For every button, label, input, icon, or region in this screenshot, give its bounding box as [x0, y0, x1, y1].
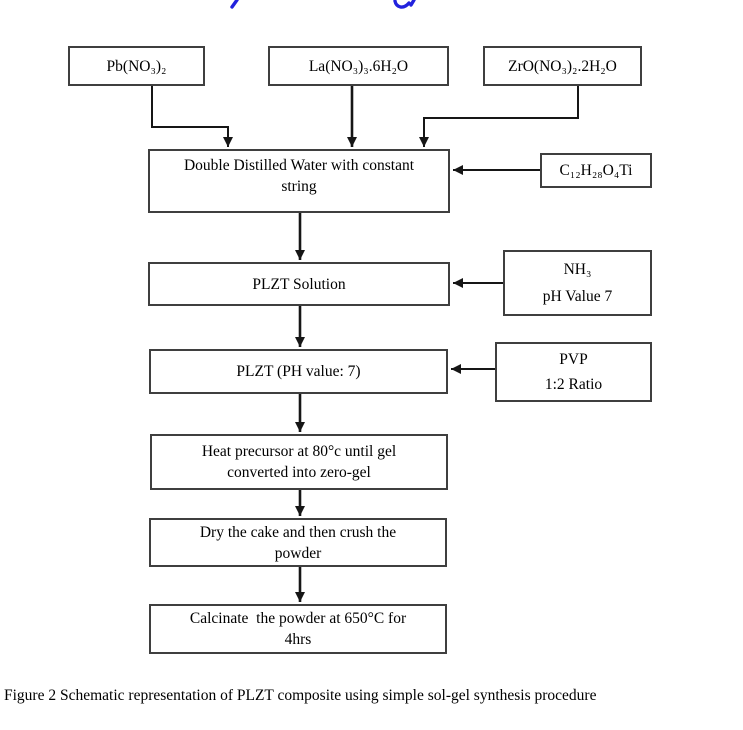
flow-box-la-nitrate [268, 46, 449, 86]
flow-box-label: Double Distilled Water with constant [183, 157, 415, 174]
flow-box-label: Heat precursor at 80°c until gel [201, 443, 397, 460]
flow-box-plzt-solution [148, 262, 450, 306]
flow-box-label: ZrO(NO₃)₂.2H₂O [508, 57, 617, 75]
flow-box-dry-crush [149, 518, 447, 567]
arrow-zro-to-water [424, 86, 578, 147]
flow-box-label: powder [274, 544, 322, 562]
flow-box-label: Pb(NO₃)₂ [106, 57, 167, 75]
flow-box-label: Dry the cake and then crush the [199, 523, 397, 541]
heading-descender-fragment [411, 0, 414, 5]
flow-box-label: PLZT (PH value: 7) [236, 363, 361, 380]
flow-box-label: 4hrs [284, 631, 312, 648]
flow-box-plzt-ph [149, 349, 448, 394]
figure-caption: Figure 2 Schematic representation of PLZT composite using simple sol-gel synthesis procedure [4, 687, 597, 704]
heading-descender-fragment [395, 1, 409, 7]
flow-box-zro-nitrate [483, 46, 642, 86]
flow-box-calcinate [149, 604, 447, 654]
flow-box-nh3 [503, 250, 652, 316]
flow-box-label: C₁₂H₂₈O₄Ti [559, 162, 633, 179]
flow-box-label: Calcinate the powder at 650°C for [189, 610, 407, 627]
flow-box-label: PLZT Solution [252, 275, 346, 293]
arrow-pb-to-water [152, 86, 228, 147]
heading-descender-fragment [232, 0, 237, 7]
flow-box-label: converted into zero-gel [227, 464, 371, 481]
flow-box-label: pH Value 7 [542, 288, 613, 306]
flow-box-heat-precursor [150, 434, 448, 490]
flow-box-titanium-isopropoxide [540, 153, 652, 188]
flow-box-label: NH₃ [563, 260, 592, 278]
flow-box-distilled-water [148, 149, 450, 213]
flow-box-label: La(NO₃)₃.6H₂O [308, 57, 409, 75]
flow-box-label: PVP [559, 350, 588, 368]
flow-box-pvp [495, 342, 652, 402]
flow-box-label: 1:2 Ratio [544, 376, 603, 394]
cropped-heading-fragments [232, 0, 414, 7]
flow-box-pb-nitrate [68, 46, 205, 86]
flow-box-label: string [281, 178, 317, 195]
